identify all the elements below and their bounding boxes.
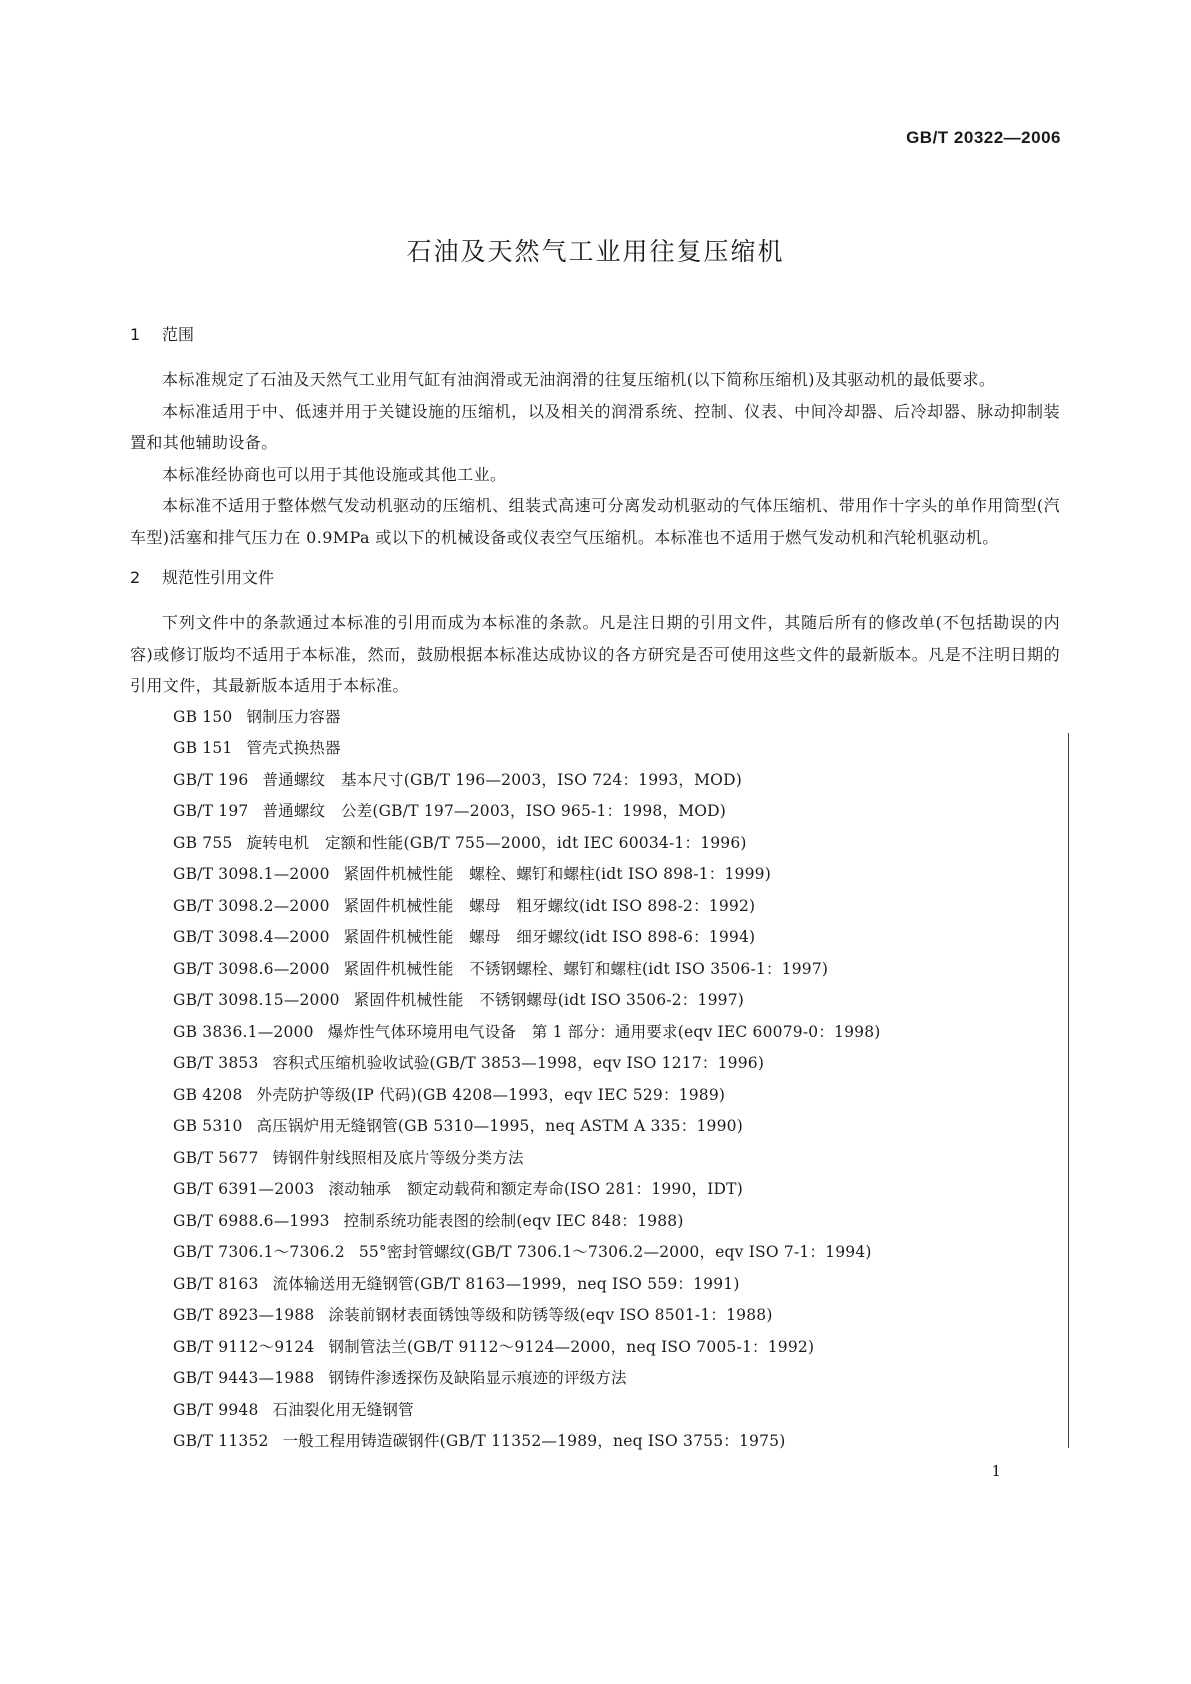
reference-title: 普通螺纹 基本尺寸(GB/T 196—2003，ISO 724：1993，MOD) [262,770,742,789]
paragraph: 本标准经协商也可以用于其他设施或其他工业。 [162,464,507,484]
reference-item [173,859,1060,891]
standard-code: GB/T 20322—2006 [906,128,1061,147]
reference-code: GB 151 [173,739,233,757]
reference-list [130,702,1060,1458]
reference-item [173,922,1060,954]
change-bar [1068,733,1069,1448]
reference-code: GB/T 9948 [173,1400,259,1419]
reference-title: 紧固件机械性能 螺母 细牙螺纹(idt ISO 898-6：1994) [343,928,756,946]
reference-title: 控制系统功能表图的绘制(eqv IEC 848：1988) [343,1211,684,1230]
reference-code: GB/T 6391—2003 [173,1180,315,1198]
paragraph: 本标准适用于中、低速并用于关键设施的压缩机，以及相关的润滑系统、控制、仪表、中间冷却器、后冷却器、脉动抑制装置和其他辅助设备。 [130,401,1060,452]
reference-title: 旋转电机 定额和性能(GB/T 755—2000，idt IEC 60034-1：1996) [246,833,747,852]
reference-title: 滚动轴承 额定动载荷和额定寿命(ISO 281：1990，IDT) [328,1180,743,1198]
section-heading [130,324,1060,346]
reference-item [173,765,1060,797]
section-normative-references [130,567,1060,1458]
reference-code: GB/T 9443—1988 [173,1369,315,1387]
reference-code: GB 150 [173,707,233,726]
reference-title: 55°密封管螺纹(GB/T 7306.1～7306.2—2000，eqv ISO 7-1：1994) [358,1243,872,1261]
section-number: 1 [130,325,141,344]
reference-title: 管壳式换热器 [246,739,341,757]
document-body [130,324,1060,1458]
reference-item [173,985,1060,1017]
reference-title: 铸钢件射线照相及底片等级分类方法 [272,1148,524,1167]
reference-code: GB/T 5677 [173,1148,259,1167]
reference-title: 流体输送用无缝钢管(GB/T 8163—1999，neq ISO 559：1991) [272,1274,740,1293]
reference-code: GB/T 3098.2—2000 [173,896,330,915]
paragraph: 本标准规定了石油及天然气工业用气缸有油润滑或无油润滑的往复压缩机(以下简称压缩机)及其驱动机的最低要求。 [162,370,996,389]
reference-title: 紧固件机械性能 螺母 粗牙螺纹(idt ISO 898-2：1992) [343,896,756,915]
reference-item [173,1048,1060,1080]
reference-item [173,891,1060,923]
section-title: 规范性引用文件 [162,568,275,587]
reference-item [173,1080,1060,1112]
reference-code: GB/T 9112～9124 [173,1337,315,1356]
reference-item [173,1300,1060,1332]
reference-code: GB 3836.1—2000 [173,1022,314,1041]
reference-code: GB/T 3098.15—2000 [173,991,340,1009]
reference-title: 一般工程用铸造碳钢件(GB/T 11352—1989，neq ISO 3755：1975) [282,1432,786,1450]
reference-code: GB/T 8923—1988 [173,1306,315,1324]
reference-title: 紧固件机械性能 螺栓、螺钉和螺柱(idt ISO 898-1：1999) [343,865,771,883]
reference-title: 钢铸件渗透探伤及缺陷显示痕迹的评级方法 [328,1369,627,1387]
section-title: 范围 [162,325,195,344]
reference-code: GB/T 7306.1～7306.2 [173,1243,345,1261]
reference-title: 涂装前钢材表面锈蚀等级和防锈等级(eqv ISO 8501-1：1988) [328,1306,773,1324]
section-number: 2 [130,568,141,587]
reference-item [173,1363,1060,1395]
reference-code: GB/T 196 [173,770,249,789]
reference-item [173,1237,1060,1269]
reference-item [173,954,1060,986]
reference-item [173,1269,1060,1301]
reference-item [173,1332,1060,1364]
reference-code: GB 5310 [173,1117,243,1135]
reference-item [173,1143,1060,1175]
reference-title: 爆炸性气体环境用电气设备 第 1 部分：通用要求(eqv IEC 60079-0：1998) [327,1022,881,1041]
section-scope [130,324,1060,553]
reference-item [173,1174,1060,1206]
paragraph: 下列文件中的条款通过本标准的引用而成为本标准的条款。凡是注日期的引用文件，其随后所有的修改单(不包括勘误的内容)或修订版均不适用于本标准，然而，鼓励根据本标准达成协议的各方研究是否可使用这些文件的最新版本。凡是不注明日期的引用文件，其最新版本适用于本标准。 [130,613,1060,695]
reference-code: GB/T 3098.1—2000 [173,865,330,883]
section-heading [130,567,1060,589]
page-number: 1 [991,1462,1001,1480]
reference-title: 容积式压缩机验收试验(GB/T 3853—1998，eqv ISO 1217：1996) [272,1054,765,1072]
reference-title: 石油裂化用无缝钢管 [272,1400,414,1419]
reference-item [173,702,1060,734]
reference-code: GB/T 3098.6—2000 [173,959,330,978]
reference-code: GB 755 [173,833,233,852]
reference-item [173,733,1060,765]
reference-item [173,1395,1060,1427]
reference-item [173,1206,1060,1238]
reference-title: 钢制管法兰(GB/T 9112～9124—2000，neq ISO 7005-1：1992) [328,1337,815,1356]
reference-code: GB/T 8163 [173,1274,259,1293]
reference-title: 紧固件机械性能 不锈钢螺栓、螺钉和螺柱(idt ISO 3506-1：1997) [343,959,829,978]
reference-title: 外壳防护等级(IP 代码)(GB 4208—1993，eqv IEC 529：1989) [256,1085,726,1104]
reference-code: GB/T 197 [173,802,249,820]
reference-item [173,1017,1060,1049]
reference-title: 高压锅炉用无缝钢管(GB 5310—1995，neq ASTM A 335：1990) [256,1117,743,1135]
document-title: 石油及天然气工业用往复压缩机 [406,237,785,266]
reference-item [173,1111,1060,1143]
reference-item [173,796,1060,828]
reference-title: 紧固件机械性能 不锈钢螺母(idt ISO 3506-2：1997) [353,991,745,1009]
reference-title: 普通螺纹 公差(GB/T 197—2003，ISO 965-1：1998，MOD) [262,802,727,820]
reference-code: GB 4208 [173,1085,243,1104]
paragraph: 本标准不适用于整体燃气发动机驱动的压缩机、组装式高速可分离发动机驱动的气体压缩机、带用作十字头的单作用筒型(汽车型)活塞和排气压力在 0.9MPa 或以下的机械设备或仪表空气压缩机。本标准也不适用于燃气发动机和汽轮机驱动机。 [130,496,1060,547]
reference-code: GB/T 6988.6—1993 [173,1211,330,1230]
reference-item [173,828,1060,860]
reference-code: GB/T 11352 [173,1432,269,1450]
reference-code: GB/T 3853 [173,1054,259,1072]
reference-code: GB/T 3098.4—2000 [173,928,330,946]
reference-item [173,1426,1060,1458]
reference-title: 钢制压力容器 [246,707,341,726]
